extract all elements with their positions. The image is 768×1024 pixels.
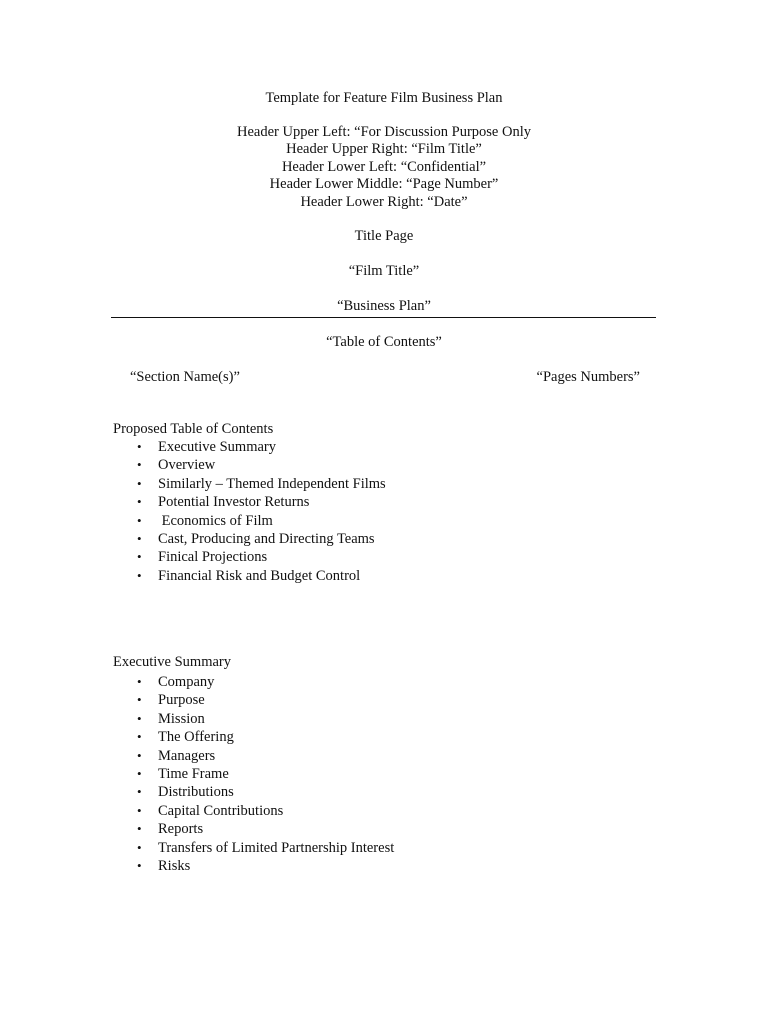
bullet-icon: • — [137, 549, 142, 565]
bullet-icon: • — [137, 674, 142, 689]
bullet-icon: • — [137, 692, 142, 708]
horizontal-divider — [111, 317, 656, 318]
header-line-lower-middle: Header Lower Middle: “Page Number” — [269, 176, 499, 192]
business-plan-placeholder: “Business Plan” — [337, 298, 431, 314]
document-title: Template for Feature Film Business Plan — [265, 90, 503, 106]
header-line-lower-right: Header Lower Right: “Date” — [300, 194, 468, 210]
executive-summary-heading: Executive Summary — [113, 654, 231, 670]
toc-section-names: “Section Name(s)” — [130, 369, 240, 385]
bullet-icon: • — [137, 821, 142, 837]
header-line-upper-left: Header Upper Left: “For Discussion Purpose Only — [237, 124, 531, 140]
document-page: Template for Feature Film Business Plan Header Upper Left: “For Discussion Purpose Only Header Upper Right: “Film Title” Header Lower Left: “Confidential” Header Lower Middle: “Page Number” Header Lower Right: “Date” Title Page “Film Title” “Business Plan” “Table of Contents” “Section Name(s)” “Pages Numbers” Proposed Table of Contents • Executive Summary • Overview • Similarly – Themed Independent Films • Potential Investor Returns • Economics of Film • Cast, Producing and Directing Teams • Finical Projections • Financial Risk and Budget Control Executive Summary • Company • Purpose • Mission • The Offering • Managers • Time Frame • Distributions • Capital Contributions • Reports • Transfers of Limited Partnership Interest • Risks — [0, 0, 768, 1024]
proposed-toc-heading: Proposed Table of Contents — [113, 421, 274, 437]
bullet-icon: • — [137, 475, 142, 491]
bullet-icon: • — [137, 710, 142, 726]
bullet-icon: • — [137, 802, 142, 818]
film-title-placeholder: “Film Title” — [348, 263, 420, 279]
header-line-lower-left: Header Lower Left: “Confidential” — [281, 159, 487, 175]
bullet-icon: • — [137, 439, 142, 454]
bullet-icon: • — [137, 857, 142, 873]
bullet-icon: • — [137, 530, 142, 546]
toc-page-numbers: “Pages Numbers” — [536, 369, 640, 385]
bullet-icon: • — [137, 567, 142, 583]
bullet-icon: • — [137, 784, 142, 800]
title-page-label: Title Page — [354, 228, 414, 244]
bullet-icon: • — [137, 765, 142, 781]
header-line-upper-right: Header Upper Right: “Film Title” — [286, 141, 482, 157]
toc-label: “Table of Contents” — [326, 334, 442, 350]
bullet-icon: • — [137, 512, 142, 528]
bullet-icon: • — [137, 839, 142, 855]
bullet-icon: • — [137, 747, 142, 763]
bullet-icon: • — [137, 457, 142, 473]
bullet-icon: • — [137, 729, 142, 745]
bullet-icon: • — [137, 494, 142, 510]
